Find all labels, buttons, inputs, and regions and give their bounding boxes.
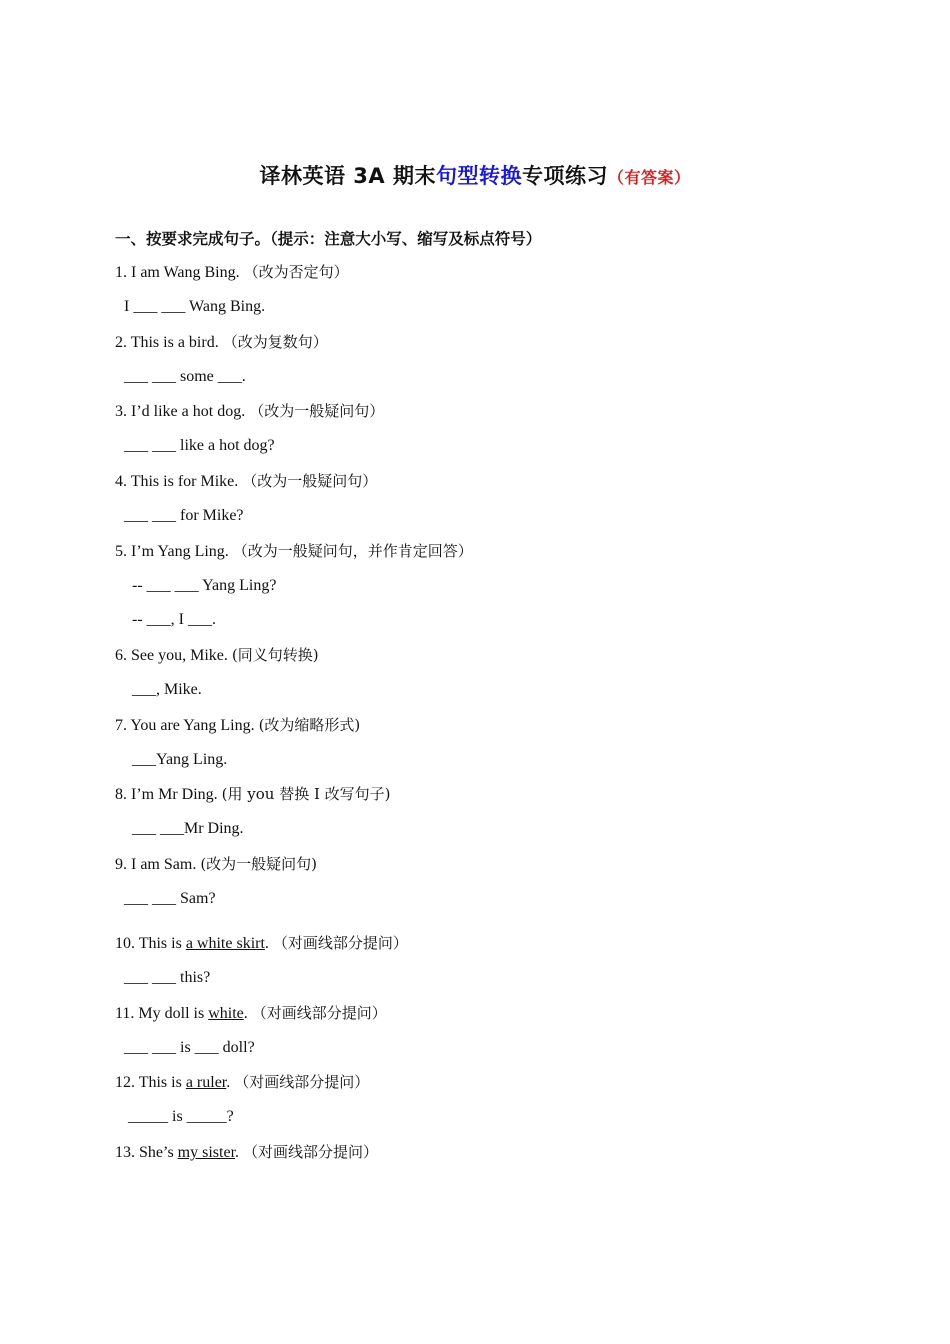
underlined-phrase: my sister [177, 1144, 236, 1161]
question-7: 7. You are Yang Ling. (改为缩略形式) [115, 716, 361, 734]
answer-line-7: ___Yang Ling. [132, 751, 228, 768]
title-part1: 译林英语 3A 期末 [259, 164, 436, 188]
page-title [0, 160, 950, 190]
question-5: 5. I’m Yang Ling. （改为一般疑问句，并作肯定回答） [115, 542, 473, 560]
question-6: 6. See you, Mike. (同义句转换) [115, 646, 319, 664]
question-3: 3. I’d like a hot dog. （改为一般疑问句） [115, 402, 385, 420]
answer-line-4: ___ ___ for Mike? [124, 507, 244, 524]
answer-line-5b: -- ___, I ___. [132, 611, 216, 628]
answer-line-11: ___ ___ is ___ doll? [124, 1039, 255, 1056]
answer-line-8: ___ ___Mr Ding. [132, 820, 244, 837]
answer-line-12: _____ is _____? [128, 1108, 234, 1125]
answer-line-3: ___ ___ like a hot dog? [124, 437, 275, 454]
answer-line-5a: -- ___ ___ Yang Ling? [132, 577, 277, 594]
answer-line-6: ___, Mike. [132, 681, 202, 698]
question-1: 1. I am Wang Bing. （改为否定句） [115, 263, 349, 281]
question-4: 4. This is for Mike. （改为一般疑问句） [115, 472, 378, 490]
underlined-phrase: white [208, 1005, 244, 1022]
question-2: 2. This is a bird. （改为复数句） [115, 333, 328, 351]
question-12: 12. This is a ruler. （对画线部分提问） [115, 1073, 370, 1091]
question-8: 8. I’m Mr Ding. (用 you 替换 I 改写句子) [115, 785, 391, 803]
answer-line-1: I ___ ___ Wang Bing. [124, 298, 266, 315]
title-part3: 专项练习 [521, 164, 608, 188]
title-highlight: 句型转换 [435, 164, 522, 188]
underlined-phrase: a white skirt [185, 935, 265, 952]
question-10: 10. This is a white skirt. （对画线部分提问） [115, 934, 408, 952]
question-13: 13. She’s my sister. （对画线部分提问） [115, 1143, 379, 1161]
answer-line-2: ___ ___ some ___. [124, 368, 246, 385]
underlined-phrase: a ruler [185, 1074, 227, 1091]
question-11: 11. My doll is white. （对画线部分提问） [115, 1004, 387, 1022]
answer-line-10: ___ ___ this? [124, 969, 211, 986]
answer-line-9: ___ ___ Sam? [124, 890, 216, 907]
question-9: 9. I am Sam. (改为一般疑问句) [115, 855, 318, 873]
title-answer-note: （有答案） [607, 168, 691, 187]
section-heading: 一、按要求完成句子。（提示：注意大小写、缩写及标点符号） [115, 230, 542, 248]
